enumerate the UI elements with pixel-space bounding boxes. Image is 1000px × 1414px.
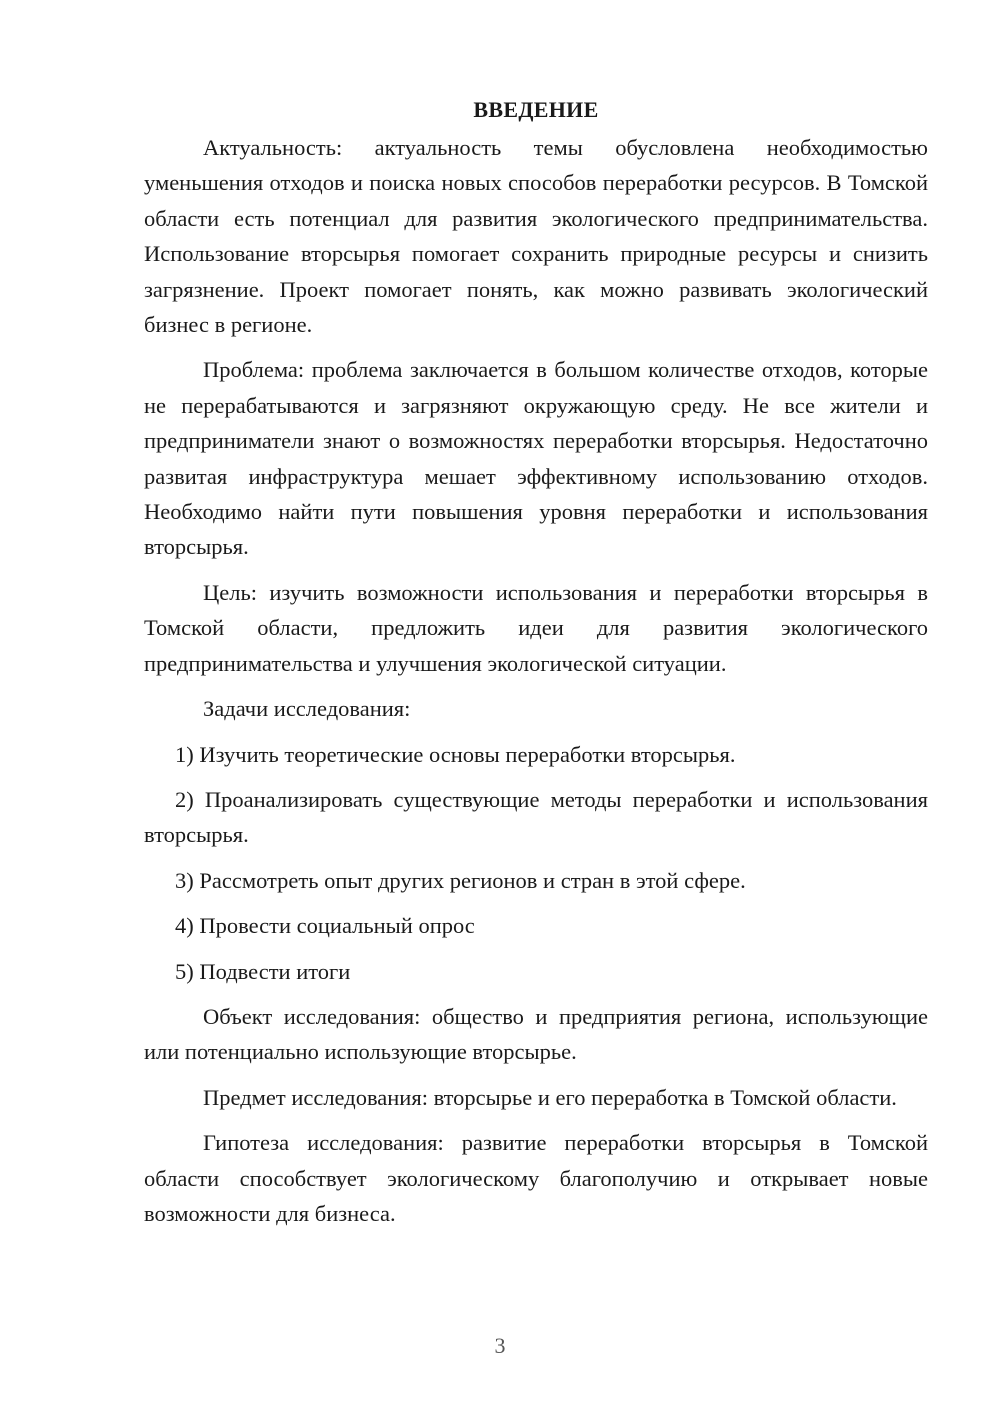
document-page (144, 92, 928, 1241)
problem-paragraph: Проблема: проблема заключается в большом количестве отходов, которые не перерабатываются и загрязняют окружающую среду. Не все жители и предприниматели знают о возможностях переработки вторсырья. Недостаточно развитая инфраструктура мешает эффективному использованию отходов. Необходимо найти пути повышения уровня переработки и использования вторсырья. (144, 357, 928, 560)
page-title: ВВЕДЕНИЕ (473, 97, 599, 122)
tasks-title: Задачи исследования: (203, 696, 411, 722)
list-item: 4) Провести социальный опрос (175, 913, 475, 939)
list-item: 3) Рассмотреть опыт других регионов и стран в этой сфере. (175, 867, 746, 893)
hypothesis-paragraph: Гипотеза исследования: развитие переработки вторсырья в Томской области способствует экологическому благополучию и открывает новые возможности для бизнеса. (144, 1130, 928, 1226)
list-item: 1) Изучить теоретические основы переработки вторсырья. (175, 741, 736, 767)
relevance-paragraph: Актуальность: актуальность темы обусловлена необходимостью уменьшения отходов и поиска новых способов переработки ресурсов. В Томской области есть потенциал для развития экологического предпринимательства. Использование вторсырья помогает сохранить природные ресурсы и снизить загрязнение. Проект помогает понять, как можно развивать экологический бизнес в регионе. (144, 135, 928, 338)
object-paragraph: Объект исследования: общество и предприятия региона, использующие или потенциально использующие вторсырье. (144, 1003, 928, 1065)
goal-paragraph: Цель: изучить возможности использования и переработки вторсырья в Томской области, предложить идеи для развития экологического предпринимательства и улучшения экологической ситуации. (144, 579, 928, 676)
page-number: 3 (494, 1333, 506, 1358)
list-item: 2) Проанализировать существующие методы переработки и использования вторсырья. (144, 786, 928, 848)
list-item: 5) Подвести итоги (175, 958, 351, 984)
subject-paragraph: Предмет исследования: вторсырье и его переработка в Томской области. (203, 1084, 897, 1110)
